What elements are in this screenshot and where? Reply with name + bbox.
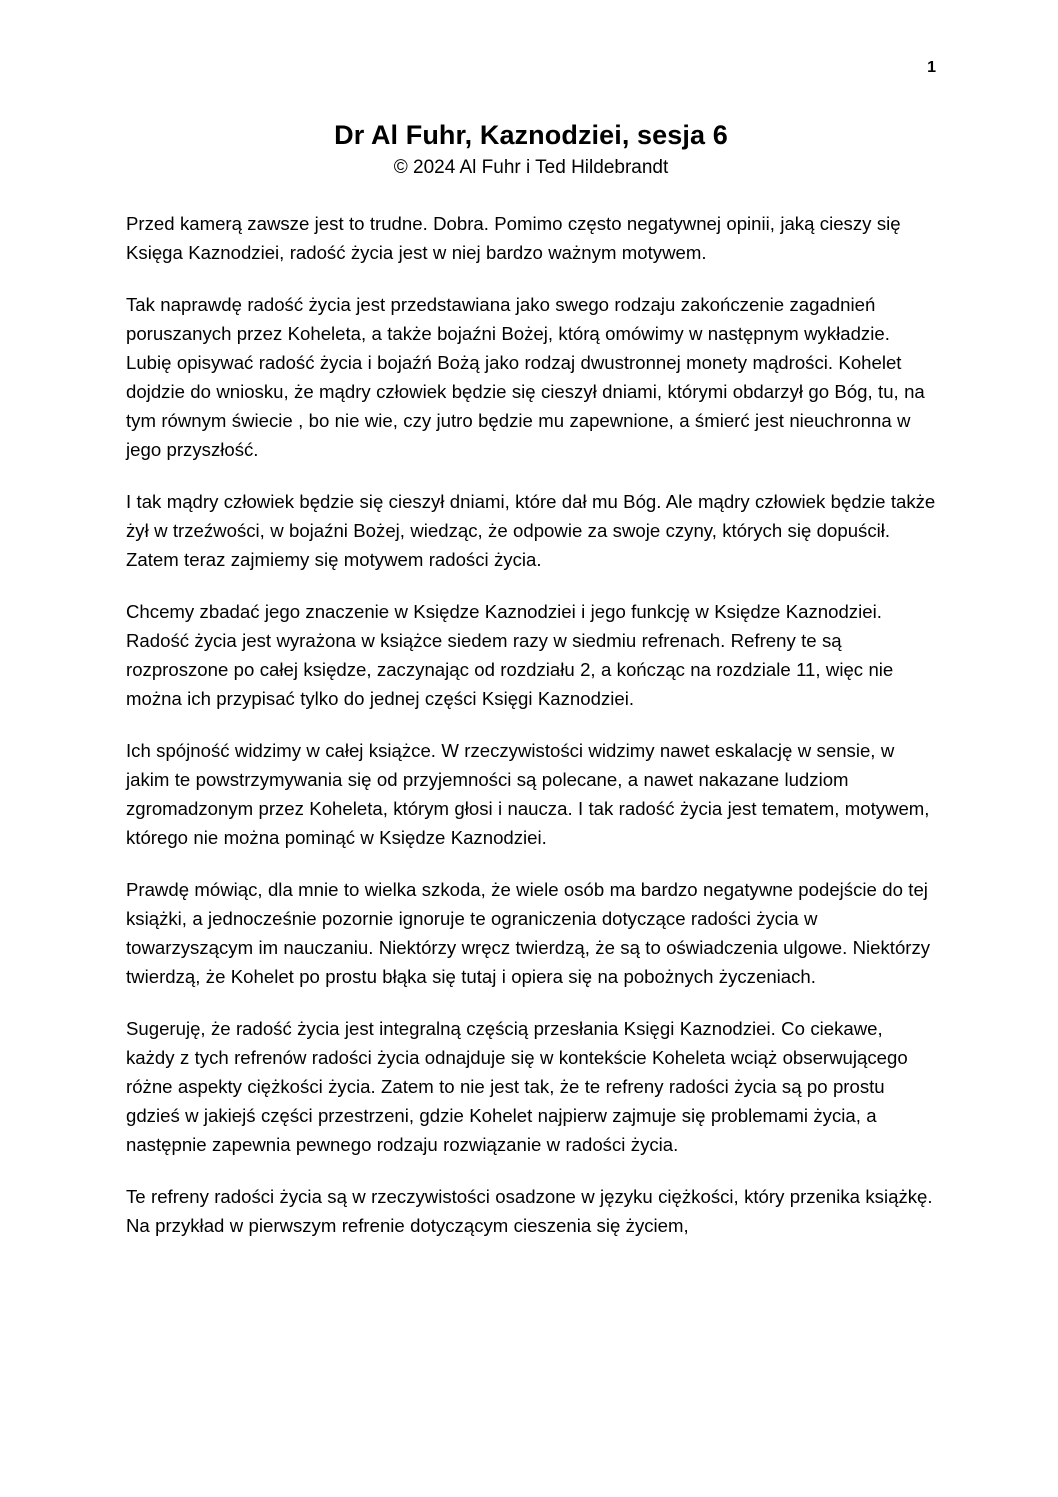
document-content <box>126 120 936 1240</box>
paragraph: Chcemy zbadać jego znaczenie w Księdze Kaznodziei i jego funkcję w Księdze Kaznodziei. Radość życia jest wyrażona w książce siedem razy w siedmiu refrenach. Refreny te są rozproszone po całej księdze, zaczynając od rozdziału 2, a kończąc na rozdziale 11, więc nie można ich przypisać tylko do jednej części Księgi Kaznodziei. <box>126 601 894 709</box>
page-number: 1 <box>927 59 936 76</box>
paragraph: Prawdę mówiąc, dla mnie to wielka szkoda, że wiele osób ma bardzo negatywne podejście do tej książki, a jednocześnie pozornie ignoruje te ograniczenia dotyczące radości życia w towarzyszącym im nauczaniu. Niektórzy wręcz twierdzą, że są to oświadczenia ulgowe. Niektórzy twierdzą, że Kohelet po prostu błąka się tutaj i opiera się na pobożnych życzeniach. <box>126 879 931 987</box>
copyright-line: © 2024 Al Fuhr i Ted Hildebrandt <box>393 157 669 178</box>
paragraph: Te refreny radości życia są w rzeczywistości osadzone w języku ciężkości, który przenika książkę. Na przykład w pierwszym refrenie dotyczącym cieszenia się życiem, <box>126 1186 933 1236</box>
paragraph: I tak mądry człowiek będzie się cieszył dniami, które dał mu Bóg. Ale mądry człowiek będzie także żył w trzeźwości, w bojaźni Bożej, wiedząc, że odpowie za swoje czyny, których się dopuścił. Zatem teraz zajmiemy się motywem radości życia. <box>126 491 936 570</box>
page-title: Dr Al Fuhr, Kaznodziei, sesja 6 <box>334 120 728 150</box>
paragraph: Przed kamerą zawsze jest to trudne. Dobra. Pomimo często negatywnej opinii, jaką cieszy się Księga Kaznodziei, radość życia jest w niej bardzo ważnym motywem. <box>126 213 901 263</box>
paragraph: Ich spójność widzimy w całej książce. W rzeczywistości widzimy nawet eskalację w sensie, w jakim te powstrzymywania się od przyjemności są polecane, a nawet nakazane ludziom zgromadzonym przez Koheleta, którym głosi i naucza. I tak radość życia jest tematem, motywem, którego nie można pominąć w Księdze Kaznodziei. <box>126 740 930 848</box>
paragraph: Tak naprawdę radość życia jest przedstawiana jako swego rodzaju zakończenie zagadnień poruszanych przez Koheleta, a także bojaźni Bożej, którą omówimy w następnym wykładzie. Lubię opisywać radość życia i bojaźń Bożą jako rodzaj dwustronnej monety mądrości. Kohelet dojdzie do wniosku, że mądry człowiek będzie się cieszył dniami, którymi obdarzył go Bóg, tu, na tym równym świecie , bo nie wie, czy jutro będzie mu zapewnione, a śmierć jest nieuchronna w jego przyszłość. <box>126 294 925 460</box>
paragraph: Sugeruję, że radość życia jest integralną częścią przesłania Księgi Kaznodziei. Co ciekawe, każdy z tych refrenów radości życia odnajduje się w kontekście Koheleta wciąż obserwującego różne aspekty ciężkości życia. Zatem to nie jest tak, że te refreny radości życia są po prostu gdzieś w jakiejś części przestrzeni, gdzie Kohelet najpierw zajmuje się problemami życia, a następnie zapewnia pewnego rodzaju rozwiązanie w radości życia. <box>126 1018 908 1155</box>
